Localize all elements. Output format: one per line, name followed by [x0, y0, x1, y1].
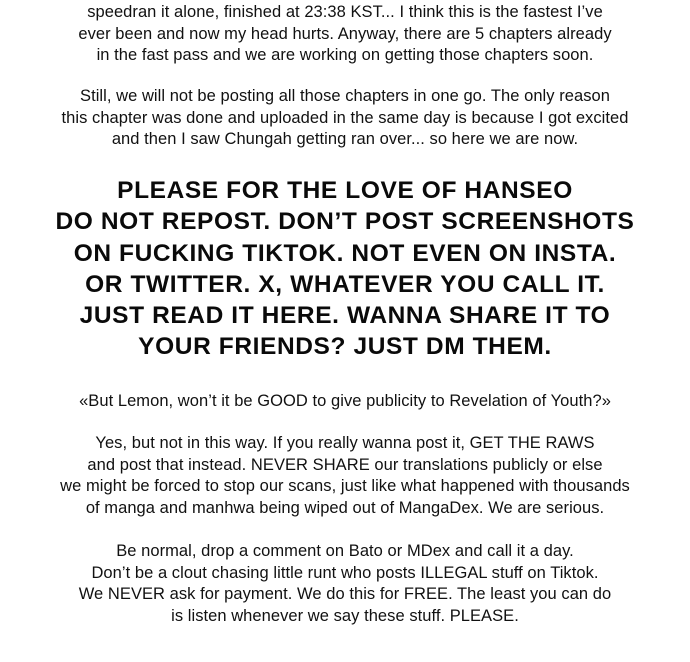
- text-line: we might be forced to stop our scans, just like what happened with thousands: [60, 477, 630, 495]
- warning-line: PLEASE FOR THE LOVE OF HANSEO: [117, 177, 573, 204]
- intro-paragraph: [0, 2, 690, 67]
- warning-line: JUST READ IT HERE. WANNA SHARE IT TO: [79, 302, 611, 330]
- answer-paragraph: [0, 433, 690, 519]
- text-line: speedran it alone, finished at 23:38 KST... I think this is the fastest I’ve: [87, 3, 603, 21]
- text-line: Still, we will not be posting all those chapters in one go. The only reason: [80, 87, 610, 105]
- text-line: this chapter was done and uploaded in the same day is because I got excited: [61, 108, 629, 127]
- warning-heading: [0, 175, 690, 363]
- text-line: Don’t be a clout chasing little runt who posts ILLEGAL stuff on Tiktok.: [91, 563, 599, 582]
- text-line: We NEVER ask for payment. We do this for FREE. The least you can do: [78, 585, 612, 603]
- warning-line: DO NOT REPOST. DON’T POST SCREENSHOTS: [55, 208, 635, 236]
- text-line: in the fast pass and we are working on getting those chapters soon.: [96, 46, 594, 64]
- warning-line: YOUR FRIENDS? JUST DM THEM.: [138, 333, 552, 361]
- text-line: and post that instead. NEVER SHARE our translations publicly or else: [87, 455, 603, 474]
- question-paragraph: [0, 391, 690, 413]
- release-paragraph: [0, 86, 690, 151]
- text-line: and then I saw Chungah getting ran over... so here we are now.: [111, 130, 579, 148]
- text-line: «But Lemon, won’t it be GOOD to give publicity to Revelation of Youth?»: [79, 392, 611, 410]
- warning-line: OR TWITTER. X, WHATEVER YOU CALL IT.: [85, 270, 605, 298]
- text-line: Be normal, drop a comment on Bato or MDex and call it a day.: [116, 542, 574, 560]
- text-line: of manga and manhwa being wiped out of MangaDex. We are serious.: [85, 498, 605, 517]
- closing-paragraph: [0, 541, 690, 627]
- text-line: is listen whenever we say these stuff. PLEASE.: [171, 606, 519, 625]
- text-line: Yes, but not in this way. If you really wanna post it, GET THE RAWS: [95, 434, 595, 452]
- text-line: ever been and now my head hurts. Anyway, there are 5 chapters already: [78, 24, 612, 43]
- warning-line: ON FUCKING TIKTOK. NOT EVEN ON INSTA.: [73, 239, 617, 267]
